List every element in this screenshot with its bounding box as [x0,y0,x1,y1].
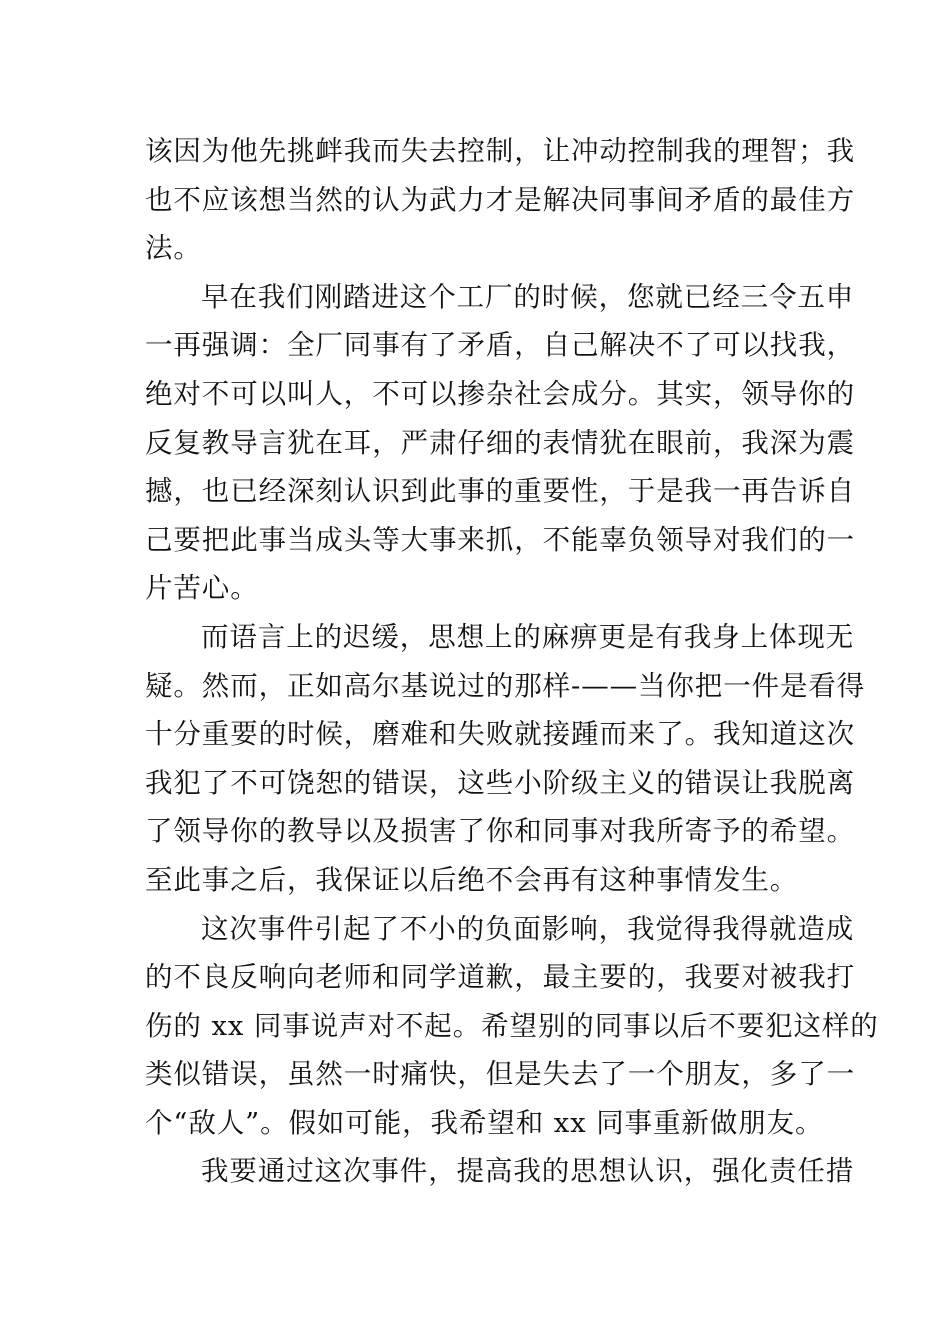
text-line: 类似错误，虽然一时痛快，但是失去了一个朋友，多了一 [145,1058,855,1091]
text-line: 片苦心。 [145,572,259,605]
text-line: 伤的 xx 同事说声对不起。希望别的同事以后不要犯这样的 [145,1009,879,1042]
text-line: 的不良反响向老师和同学道歉，最主要的，我要对被我打 [145,961,855,994]
text-line: 早在我们刚踏进这个工厂的时候，您就已经三令五申 [201,280,855,313]
paragraph-3 [145,613,866,905]
text-line: 我犯了不可饶恕的错误，这些小阶级主义的错误让我脱离 [145,766,855,799]
paragraph-5 [145,1147,855,1196]
document-body [145,127,879,1196]
text-line: 反复教导言犹在耳，严肃仔细的表情犹在眼前，我深为震 [145,426,855,459]
text-line: 撼，也已经深刻认识到此事的重要性，于是我一再告诉自 [145,475,855,508]
text-line: 一再强调：全厂同事有了矛盾，自己解决不了可以找我， [145,329,855,362]
text-line: 疑。然而，正如高尔基说过的那样-——当你把一件是看得 [145,669,866,702]
text-line: 而语言上的迟缓，思想上的麻痹更是有我身上体现无 [201,620,855,653]
text-line: 也不应该想当然的认为武力才是解决同事间矛盾的最佳方 [145,183,855,216]
text-line: 个“敌人”。假如可能，我希望和 xx 同事重新做朋友。 [145,1106,824,1139]
paragraph-1 [145,127,855,273]
paragraph-4 [145,905,879,1148]
text-line: 了领导你的教导以及损害了你和同事对我所寄予的希望。 [145,815,855,848]
text-line: 至此事之后，我保证以后绝不会再有这种事情发生。 [145,863,799,896]
text-line: 十分重要的时候，磨难和失败就接踵而来了。我知道这次 [145,718,855,751]
text-line: 该因为他先挑衅我而失去控制，让冲动控制我的理智；我 [145,135,855,167]
text-line: 法。 [145,232,202,265]
paragraph-2 [145,273,855,613]
text-line: 己要把此事当成头等大事来抓，不能辜负领导对我们的一 [145,523,855,556]
text-line: 这次事件引起了不小的负面影响，我觉得我得就造成 [201,912,855,945]
text-line: 绝对不可以叫人，不可以掺杂社会成分。其实，领导你的 [145,377,855,410]
text-line: 我要通过这次事件，提高我的思想认识，强化责任措 [201,1155,855,1188]
